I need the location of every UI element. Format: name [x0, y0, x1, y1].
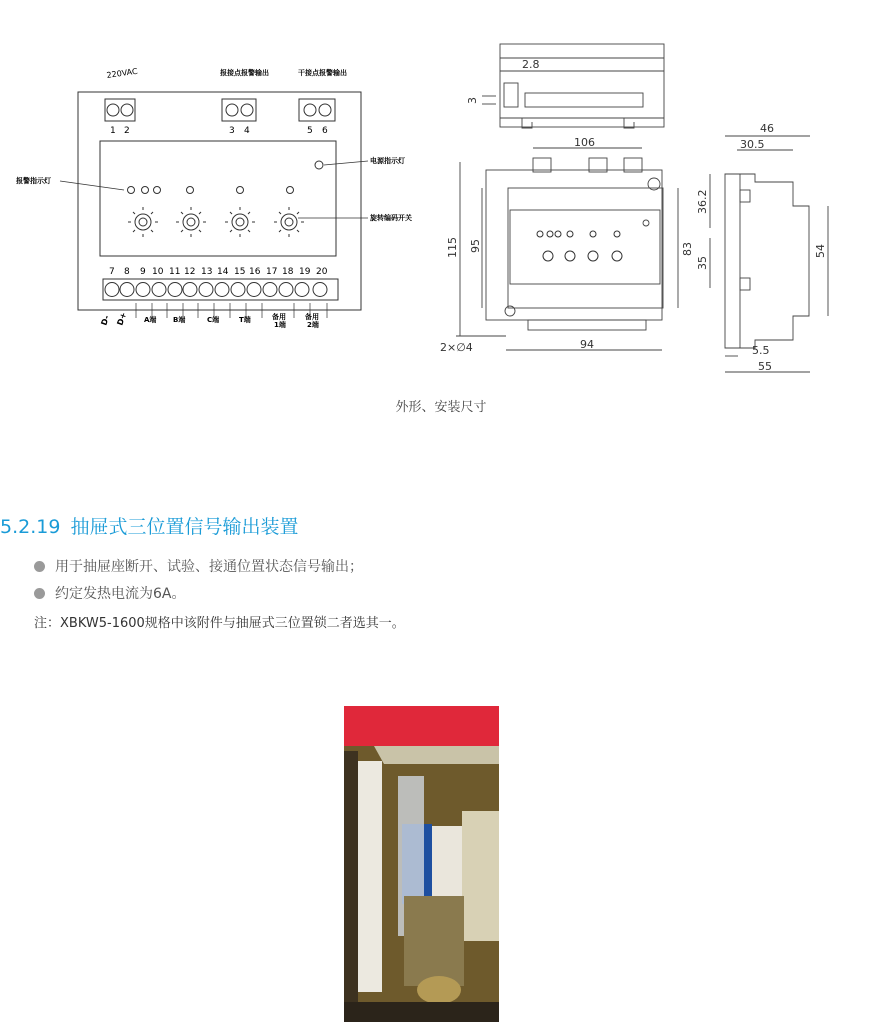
- top-terminal-block-1: [105, 99, 135, 121]
- svg-text:D+: D+: [115, 311, 129, 327]
- terminal-number-2: 2: [124, 126, 130, 136]
- svg-text:2端: 2端: [307, 321, 319, 329]
- dim-36-2: 36.2: [696, 189, 709, 214]
- svg-text:B端: B端: [173, 316, 186, 324]
- svg-text:8: 8: [124, 267, 130, 277]
- dim-2-8: 2.8: [522, 58, 540, 71]
- rotary-switch-icon: [135, 214, 297, 230]
- dim-55: 55: [758, 360, 772, 373]
- power-indicator-led: [315, 161, 323, 169]
- terminal-number-6: 6: [322, 126, 328, 136]
- dim-35: 35: [696, 256, 709, 270]
- svg-text:19: 19: [299, 267, 311, 277]
- rotary-switch-teeth: [128, 207, 304, 237]
- bottom-terminals: [105, 283, 327, 297]
- svg-text:9: 9: [140, 267, 146, 277]
- svg-text:10: 10: [152, 267, 164, 277]
- feature-list: [34, 553, 363, 607]
- terminal-number-5: 5: [307, 126, 313, 136]
- label-alarm-indicator: 报警指示灯: [16, 177, 51, 185]
- svg-text:11: 11: [169, 267, 181, 277]
- dim-5-5: 5.5: [752, 344, 770, 357]
- top-terminal-block-2: [222, 99, 256, 121]
- section-number: 5.2.19: [0, 516, 61, 538]
- dim-106: 106: [574, 136, 595, 149]
- terminal-number-3: 3: [229, 126, 235, 136]
- top-terminal-block-3: [299, 99, 335, 121]
- list-item: 用于抽屉座断开、试验、接通位置状态信号输出；: [34, 553, 363, 580]
- svg-text:C端: C端: [207, 316, 220, 324]
- alarm-indicator-leds: [128, 187, 294, 194]
- bullet-icon: [34, 561, 45, 572]
- dim-95: 95: [469, 239, 482, 253]
- terminal-number-4: 4: [244, 126, 250, 136]
- dim-94: 94: [580, 338, 594, 351]
- label-220vac: 220VAC: [106, 66, 139, 80]
- svg-text:17: 17: [266, 267, 278, 277]
- svg-text:14: 14: [217, 267, 229, 277]
- product-photo: [344, 706, 499, 1022]
- dim-holes: 2×∅4: [440, 341, 473, 354]
- dim-83: 83: [681, 242, 694, 256]
- label-alarm-output-1: 报接点报警输出: [220, 69, 269, 77]
- device-outline: [78, 92, 361, 310]
- svg-text:18: 18: [282, 267, 294, 277]
- bottom-labels: [99, 311, 319, 329]
- dim-115: 115: [446, 237, 459, 258]
- label-power-indicator: 电源指示灯: [370, 157, 405, 165]
- dimension-drawing: [440, 38, 840, 383]
- figure-caption: 外形、安装尺寸: [395, 400, 487, 415]
- wiring-diagram: [0, 0, 440, 345]
- dim-3: 3: [466, 97, 479, 104]
- bullet-icon: [34, 588, 45, 599]
- svg-text:1端: 1端: [274, 321, 286, 329]
- front-panel: [100, 141, 336, 256]
- dim-54: 54: [814, 244, 827, 258]
- svg-text:D-: D-: [99, 314, 112, 327]
- terminal-number-1: 1: [110, 126, 116, 136]
- label-rotary-switch: 旋转编码开关: [370, 214, 412, 222]
- dim-30-5: 30.5: [740, 138, 765, 151]
- list-item: 约定发热电流为6A。: [34, 580, 363, 607]
- section-title: 抽屉式三位置信号输出装置: [70, 516, 299, 538]
- svg-text:15: 15: [234, 267, 246, 277]
- svg-text:16: 16: [249, 267, 261, 277]
- section-heading: [0, 512, 298, 539]
- svg-text:A端: A端: [144, 316, 157, 324]
- svg-text:13: 13: [201, 267, 213, 277]
- svg-text:备用: 备用: [272, 313, 286, 321]
- label-alarm-output-2: 干接点报警输出: [298, 69, 347, 77]
- svg-text:7: 7: [109, 267, 115, 277]
- dim-46: 46: [760, 122, 774, 135]
- svg-text:12: 12: [184, 267, 196, 277]
- note-text: 注：XBKW5-1600规格中该附件与抽屉式三位置锁二者选其一。: [34, 616, 405, 631]
- svg-text:20: 20: [316, 267, 328, 277]
- bottom-terminal-numbers: [109, 267, 328, 277]
- svg-text:T端: T端: [239, 316, 251, 324]
- svg-text:备用: 备用: [305, 313, 319, 321]
